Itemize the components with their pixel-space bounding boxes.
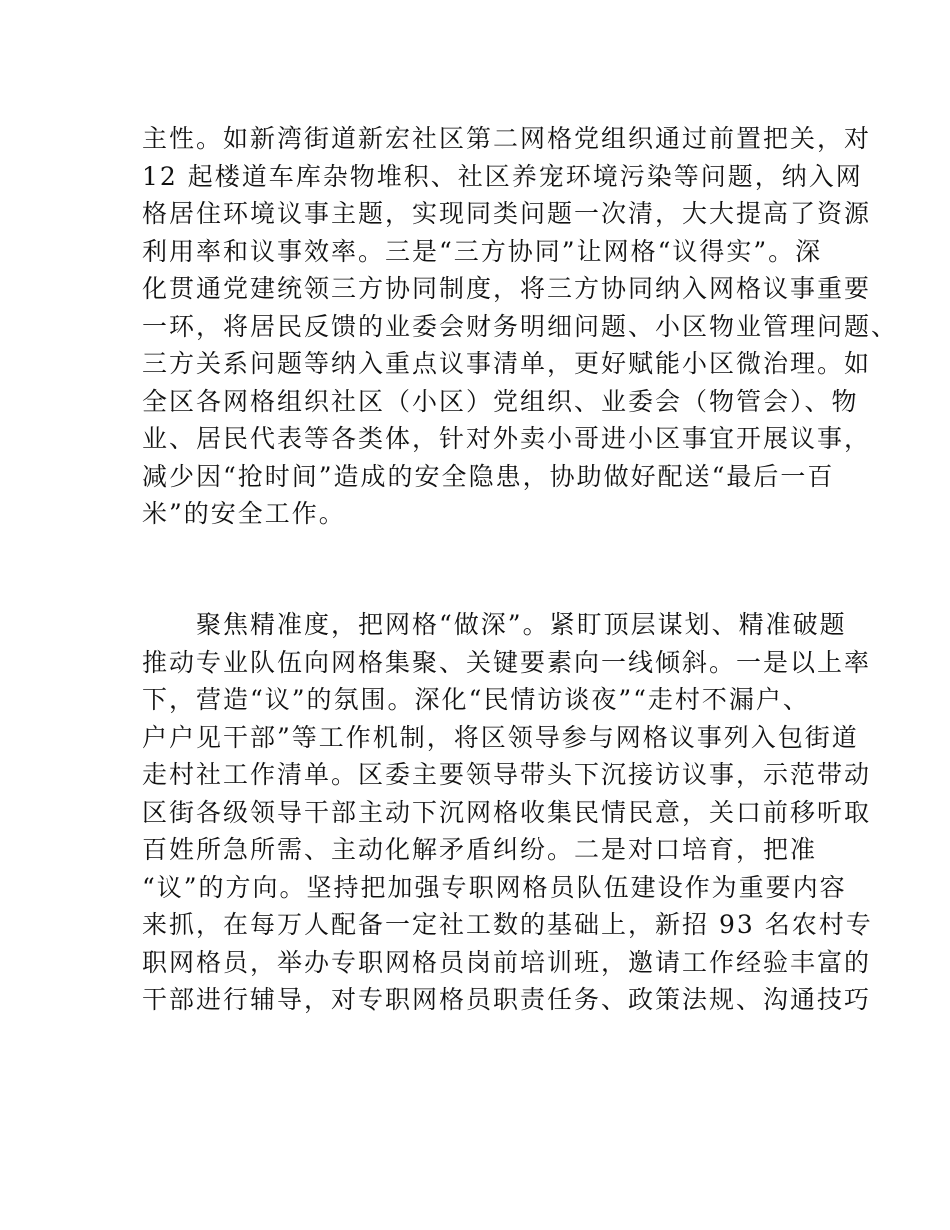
paragraph-line: 走村社工作清单。区委主要领导带头下沉接访议事，示范带动 [142, 760, 872, 789]
paragraph-line: 格居住环境议事主题，实现同类问题一次清，大大提高了资源 [142, 199, 872, 228]
paragraph-line: 利用率和议事效率。三是“三方协同”让网格“议得实”。深 [142, 236, 823, 266]
paragraph-line: 干部进行辅导，对专职网格员职责任务、政策法规、沟通技巧 [142, 985, 872, 1014]
paragraph-line: 下，营造“议”的氛围。深化“民情访谈夜”“走村不漏户、 [142, 685, 810, 714]
paragraph-line: 职网格员，举办专职网格员岗前培训班，邀请工作经验丰富的 [142, 947, 872, 977]
paragraph-line: 12 起楼道车库杂物堆积、社区养宠环境污染等问题，纳入网 [142, 161, 863, 191]
paragraph-line: 一环，将居民反馈的业委会财务明细问题、小区物业管理问题、 [142, 311, 899, 341]
paragraph-1 [142, 120, 899, 533]
paragraph-line: 来抓，在每万人配备一定社工数的基础上，新招 93 名农村专 [142, 910, 873, 939]
paragraph-line: “议”的方向。坚持把加强专职网格员队伍建设作为重要内容 [142, 872, 847, 902]
paragraph-line: 化贯通党建统领三方协同制度，将三方协同纳入网格议事重要 [142, 274, 872, 303]
paragraph-line: 三方关系问题等纳入重点议事清单，更好赋能小区微治理。如 [142, 349, 872, 378]
paragraph-line: 百姓所急所需、主动化解矛盾纠纷。二是对口培育，把准 [142, 835, 818, 864]
paragraph-line: 全区各网格组织社区（小区）党组织、业委会（物管会）、物 [142, 386, 859, 416]
paragraph-line: 聚焦精准度，把网格“做深”。紧盯顶层谋划、精准破题 [142, 610, 847, 639]
paragraph-line: 区街各级领导干部主动下沉网格收集民情民意，关口前移听取 [142, 797, 872, 827]
paragraph-line: 减少因“抢时间”造成的安全隐患，协助做好配送“最后一百 [142, 461, 835, 491]
paragraph-line: 主性。如新湾街道新宏社区第二网格党组织通过前置把关，对 [142, 124, 872, 153]
paragraph-line: 业、居民代表等各类体，针对外卖小哥进小区事宜开展议事， [142, 424, 872, 453]
paragraph-2 [142, 606, 873, 1019]
paragraph-line: 米”的安全工作。 [142, 499, 346, 528]
paragraph-line: 户户见干部”等工作机制，将区领导参与网格议事列入包街道 [142, 722, 859, 752]
paragraph-line: 推动专业队伍向网格集聚、关键要素向一线倾斜。一是以上率 [142, 647, 872, 677]
